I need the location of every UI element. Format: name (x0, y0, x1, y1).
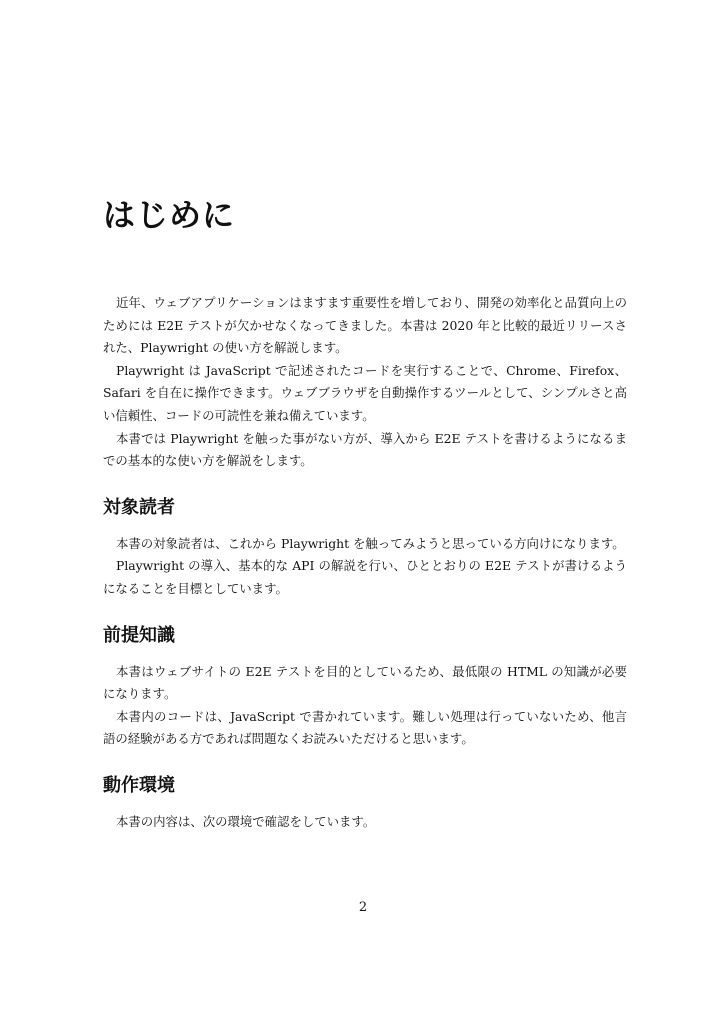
page-number: 2 (358, 900, 368, 915)
section-prerequisites (103, 623, 627, 751)
section-heading: 前提知識 (103, 624, 175, 646)
intro-paragraph: 本書では Playwright を触った事がない方が、導入から E2E テストを書けるようになるまでの基本的な使い方を解説をします。 (103, 430, 627, 469)
section-environment (103, 773, 627, 834)
section-paragraph: Playwright の導入、基本的な API の解説を行い、ひととおりの E2E テストが書けるようになることを目標としています。 (103, 558, 627, 596)
section-heading: 動作環境 (103, 774, 175, 796)
intro-paragraph: Playwright は JavaScript で記述されたコードを実行することで、Chrome、Firefox、Safari を自在に操作できます。ウェブブラウザを自動操作するツールとして、シンプルさと高い信頼性、コードの可読性を兼ね備えています。 (103, 362, 627, 423)
section-paragraph: 本書はウェブサイトの E2E テストを目的としているため、最低限の HTML の知識が必要になります。 (103, 663, 627, 702)
section-paragraph: 本書内のコードは、JavaScript で書かれています。難しい処理は行っていないため、他言語の経験がある方であれば問題なくお読みいただけると思います。 (103, 708, 627, 747)
section-heading: 対象読者 (103, 496, 175, 518)
section-target-readers (103, 495, 627, 601)
section-paragraph: 本書の内容は、次の環境で確認をしています。 (116, 813, 376, 829)
intro-paragraph: 近年、ウェブアプリケーションはますます重要性を増しており、開発の効率化と品質向上のためには E2E テストが欠かせなくなってきました。本書は 2020 年と比較的最近リリースされた、Playwright の使い方を解説します。 (103, 295, 627, 356)
page-content (103, 292, 627, 834)
section-paragraph: 本書の対象読者は、これから Playwright を触ってみようと思っている方向けになります。 (116, 535, 625, 551)
chapter-title: はじめに (103, 196, 236, 234)
intro-section (103, 292, 627, 473)
